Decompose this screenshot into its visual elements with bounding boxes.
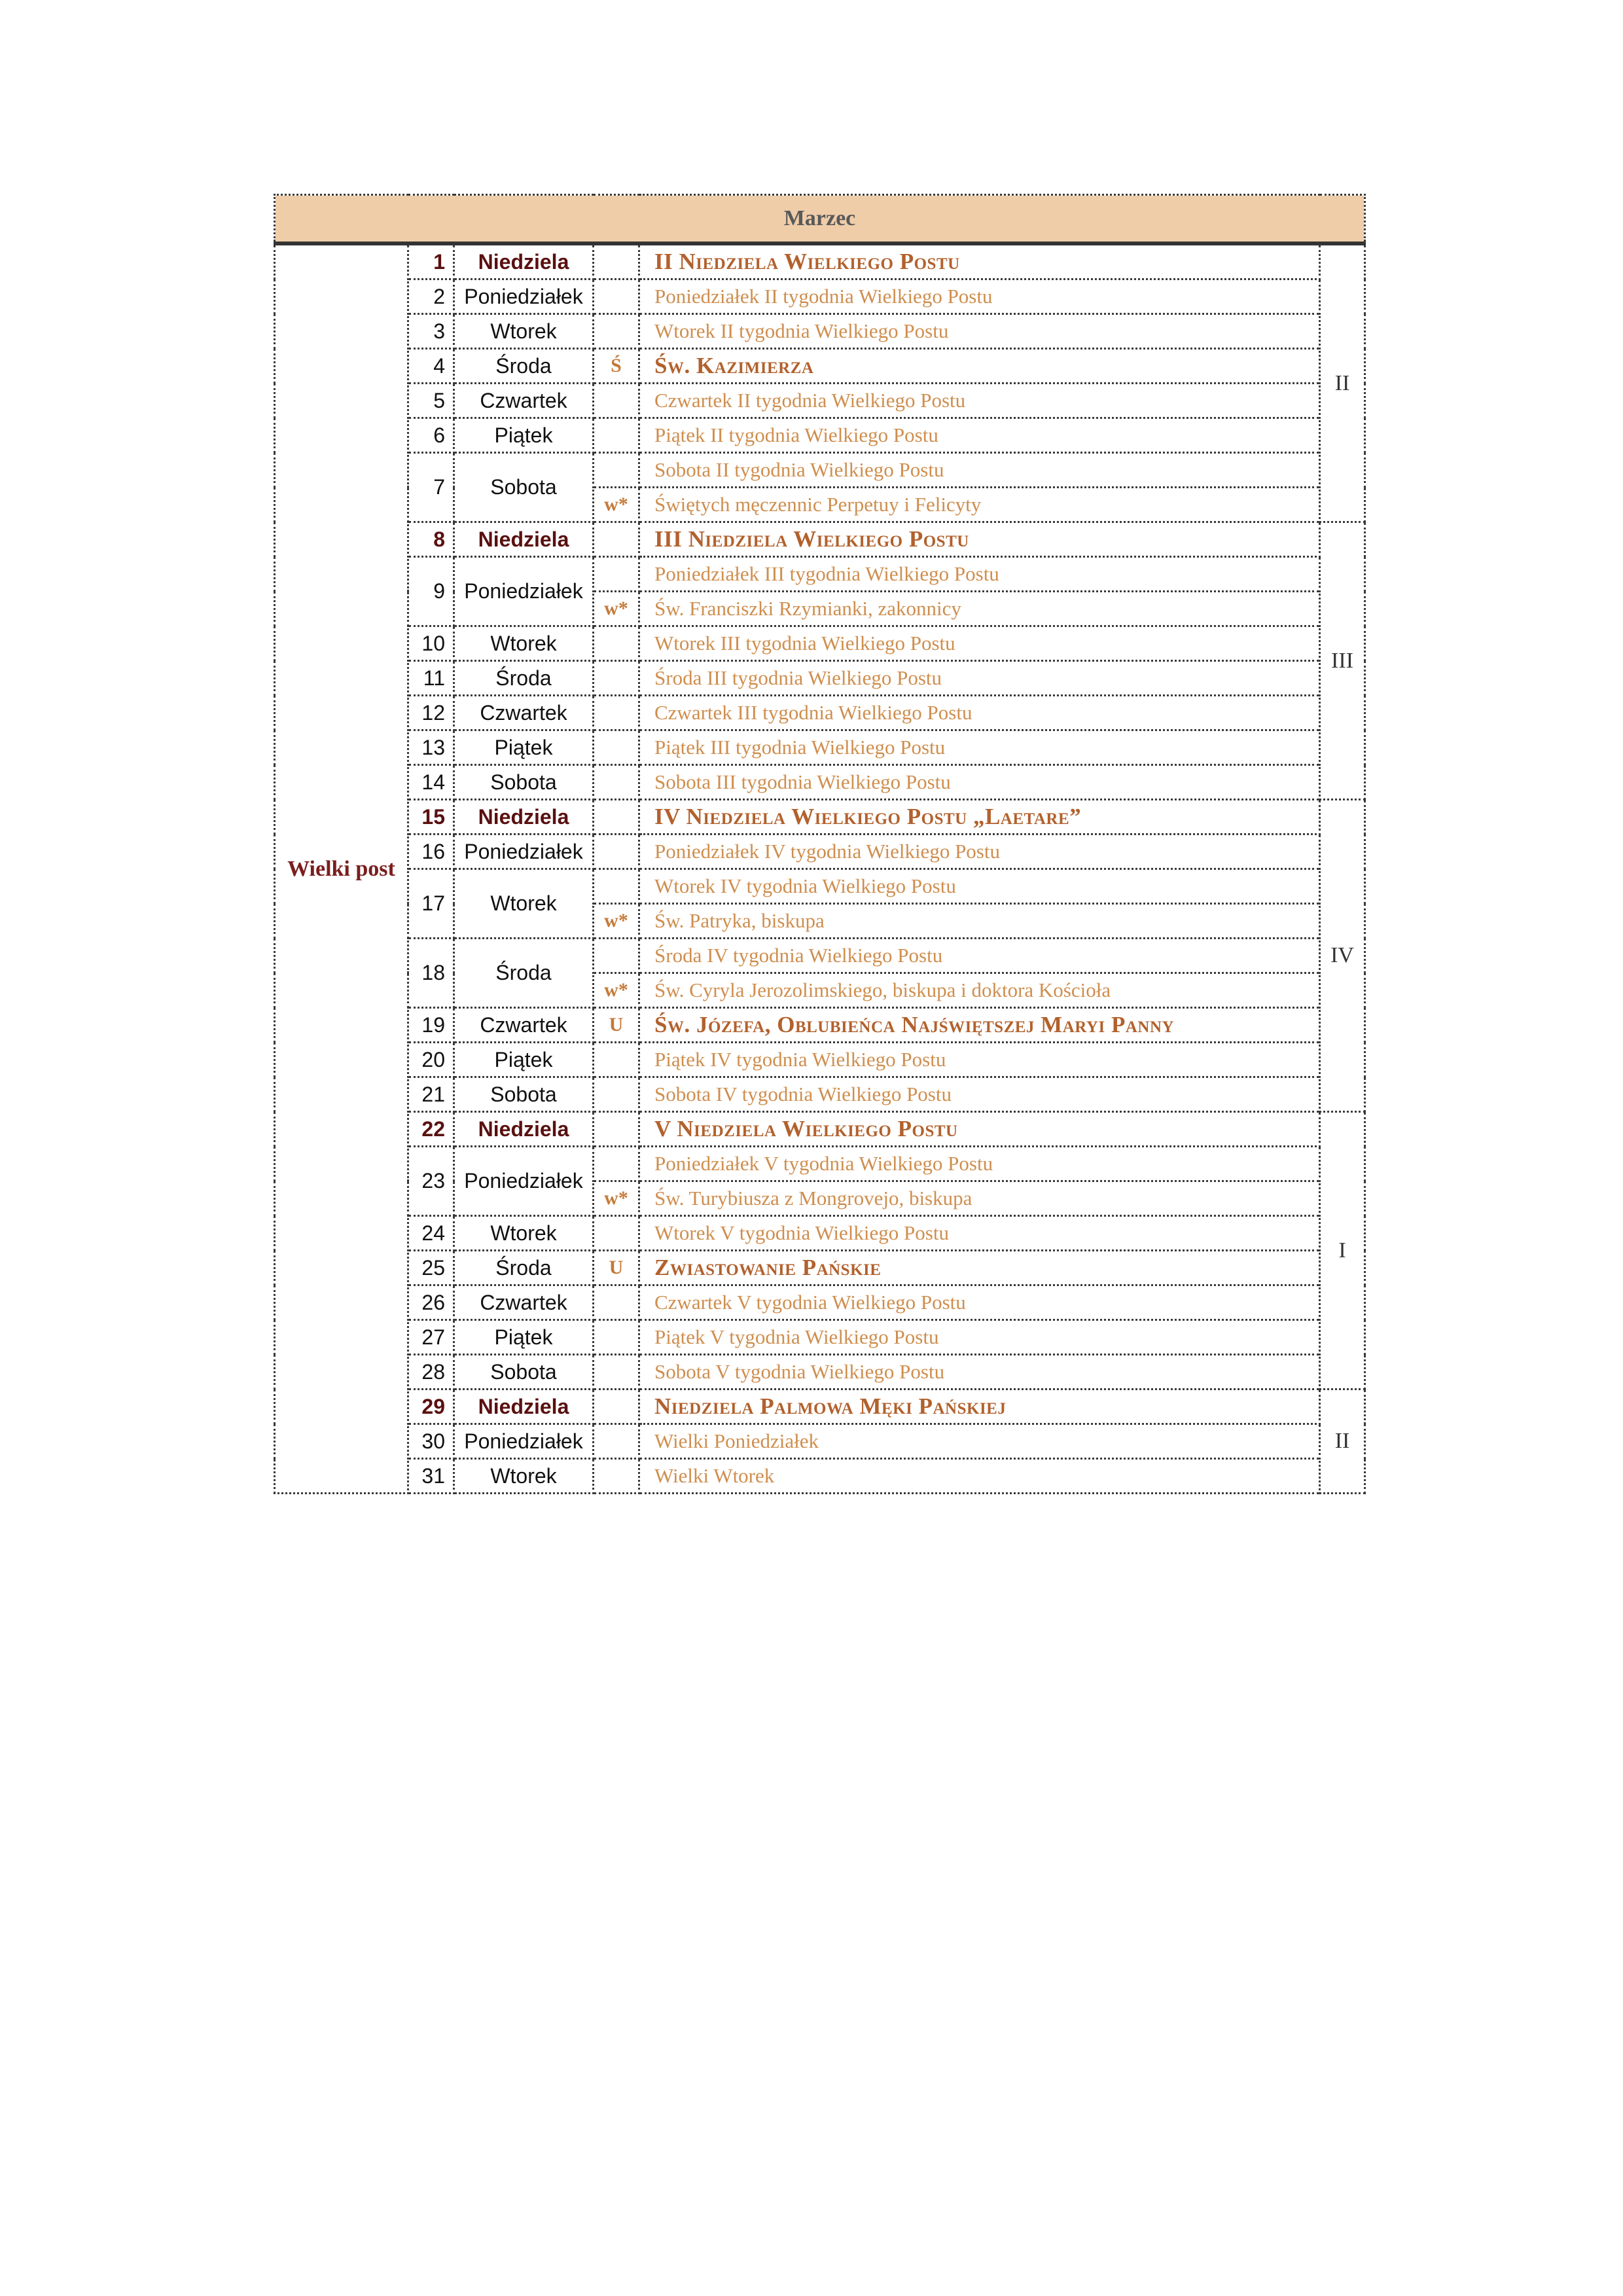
day-number: 22 xyxy=(408,1112,454,1147)
day-number: 5 xyxy=(408,384,454,418)
celebration-name: Sobota III tygodnia Wielkiego Postu xyxy=(639,765,1320,800)
day-number: 31 xyxy=(408,1459,454,1494)
table-row xyxy=(275,1008,1365,1043)
weekday-name: Wtorek xyxy=(454,314,594,349)
celebration-name: Poniedziałek V tygodnia Wielkiego Postu xyxy=(639,1147,1320,1181)
celebration-name: Poniedziałek IV tygodnia Wielkiego Postu xyxy=(639,834,1320,869)
day-number: 14 xyxy=(408,765,454,800)
psalter-week: III xyxy=(1320,522,1365,800)
weekday-name: Niedziela xyxy=(454,800,594,834)
rank-code: Ś xyxy=(594,349,639,384)
rank-code xyxy=(594,418,639,453)
celebration-name: II Niedziela Wielkiego Postu xyxy=(639,243,1320,279)
rank-code xyxy=(594,522,639,557)
table-row xyxy=(275,800,1365,834)
rank-code xyxy=(594,800,639,834)
table-row xyxy=(275,1043,1365,1077)
weekday-name: Czwartek xyxy=(454,384,594,418)
rank-code xyxy=(594,314,639,349)
season-label: Wielki post xyxy=(275,243,408,1494)
celebration-name: III Niedziela Wielkiego Postu xyxy=(639,522,1320,557)
rank-code: w* xyxy=(594,973,639,1008)
table-row xyxy=(275,1077,1365,1112)
table-row xyxy=(275,1459,1365,1494)
table-row xyxy=(275,1285,1365,1320)
rank-code xyxy=(594,626,639,661)
rank-code xyxy=(594,661,639,696)
rank-code xyxy=(594,384,639,418)
rank-code xyxy=(594,1077,639,1112)
table-row xyxy=(275,522,1365,557)
day-number: 6 xyxy=(408,418,454,453)
rank-code xyxy=(594,730,639,765)
celebration-name: Św. Turybiusza z Mongrovejo, biskupa xyxy=(639,1181,1320,1216)
day-number: 13 xyxy=(408,730,454,765)
rank-code xyxy=(594,1424,639,1459)
psalter-week: IV xyxy=(1320,800,1365,1112)
month-header-row xyxy=(275,195,1365,244)
celebration-name: Sobota IV tygodnia Wielkiego Postu xyxy=(639,1077,1320,1112)
celebration-name: Wtorek IV tygodnia Wielkiego Postu xyxy=(639,869,1320,904)
rank-code: U xyxy=(594,1251,639,1285)
rank-code xyxy=(594,939,639,973)
rank-code xyxy=(594,1112,639,1147)
celebration-name: Świętych męczennic Perpetuy i Felicyty xyxy=(639,488,1320,522)
weekday-name: Czwartek xyxy=(454,1285,594,1320)
weekday-name: Piątek xyxy=(454,1043,594,1077)
weekday-name: Poniedziałek xyxy=(454,557,594,626)
weekday-name: Środa xyxy=(454,661,594,696)
day-number: 17 xyxy=(408,869,454,939)
table-row xyxy=(275,939,1365,973)
celebration-name: Poniedziałek III tygodnia Wielkiego Postu xyxy=(639,557,1320,592)
day-number: 2 xyxy=(408,279,454,314)
weekday-name: Środa xyxy=(454,349,594,384)
table-row xyxy=(275,1390,1365,1424)
psalter-week: I xyxy=(1320,1112,1365,1390)
celebration-name: Św. Kazimierza xyxy=(639,349,1320,384)
table-row xyxy=(275,243,1365,279)
rank-code xyxy=(594,1216,639,1251)
table-row xyxy=(275,1216,1365,1251)
day-number: 12 xyxy=(408,696,454,730)
rank-code: w* xyxy=(594,592,639,626)
celebration-name: Św. Patryka, biskupa xyxy=(639,904,1320,939)
day-number: 27 xyxy=(408,1320,454,1355)
celebration-name: Wielki Poniedziałek xyxy=(639,1424,1320,1459)
celebration-name: V Niedziela Wielkiego Postu xyxy=(639,1112,1320,1147)
table-row xyxy=(275,314,1365,349)
celebration-name: Św. Franciszki Rzymianki, zakonnicy xyxy=(639,592,1320,626)
weekday-name: Niedziela xyxy=(454,522,594,557)
day-number: 3 xyxy=(408,314,454,349)
table-row xyxy=(275,661,1365,696)
rank-code xyxy=(594,1043,639,1077)
month-title: Marzec xyxy=(275,195,1365,244)
rank-code xyxy=(594,279,639,314)
rank-code: w* xyxy=(594,488,639,522)
rank-code xyxy=(594,869,639,904)
table-row xyxy=(275,696,1365,730)
table-row xyxy=(275,279,1365,314)
celebration-name: Piątek IV tygodnia Wielkiego Postu xyxy=(639,1043,1320,1077)
rank-code xyxy=(594,243,639,279)
day-number: 16 xyxy=(408,834,454,869)
celebration-name: Wielki Wtorek xyxy=(639,1459,1320,1494)
celebration-name: Czwartek III tygodnia Wielkiego Postu xyxy=(639,696,1320,730)
psalter-week: II xyxy=(1320,243,1365,522)
table-row xyxy=(275,730,1365,765)
celebration-name: Środa III tygodnia Wielkiego Postu xyxy=(639,661,1320,696)
weekday-name: Środa xyxy=(454,939,594,1008)
table-row xyxy=(275,1251,1365,1285)
table-row xyxy=(275,626,1365,661)
celebration-name: Św. Józefa, Oblubieńca Najświętszej Maryi Panny xyxy=(639,1008,1320,1043)
rank-code xyxy=(594,1147,639,1181)
weekday-name: Poniedziałek xyxy=(454,1147,594,1216)
day-number: 1 xyxy=(408,243,454,279)
weekday-name: Wtorek xyxy=(454,1216,594,1251)
day-number: 4 xyxy=(408,349,454,384)
weekday-name: Wtorek xyxy=(454,869,594,939)
day-number: 26 xyxy=(408,1285,454,1320)
rank-code xyxy=(594,557,639,592)
weekday-name: Wtorek xyxy=(454,626,594,661)
celebration-name: Czwartek II tygodnia Wielkiego Postu xyxy=(639,384,1320,418)
rank-code: w* xyxy=(594,1181,639,1216)
rank-code xyxy=(594,1320,639,1355)
weekday-name: Niedziela xyxy=(454,243,594,279)
rank-code xyxy=(594,1355,639,1390)
weekday-name: Sobota xyxy=(454,453,594,522)
weekday-name: Piątek xyxy=(454,1320,594,1355)
table-row xyxy=(275,1424,1365,1459)
weekday-name: Czwartek xyxy=(454,696,594,730)
table-row xyxy=(275,834,1365,869)
celebration-name: Zwiastowanie Pańskie xyxy=(639,1251,1320,1285)
celebration-name: Wtorek III tygodnia Wielkiego Postu xyxy=(639,626,1320,661)
table-row xyxy=(275,1320,1365,1355)
celebration-name: Czwartek V tygodnia Wielkiego Postu xyxy=(639,1285,1320,1320)
celebration-name: Piątek III tygodnia Wielkiego Postu xyxy=(639,730,1320,765)
day-number: 8 xyxy=(408,522,454,557)
weekday-name: Sobota xyxy=(454,1355,594,1390)
table-row xyxy=(275,765,1365,800)
celebration-name: Poniedziałek II tygodnia Wielkiego Postu xyxy=(639,279,1320,314)
psalter-week: II xyxy=(1320,1390,1365,1494)
day-number: 24 xyxy=(408,1216,454,1251)
celebration-name: Wtorek V tygodnia Wielkiego Postu xyxy=(639,1216,1320,1251)
day-number: 25 xyxy=(408,1251,454,1285)
weekday-name: Sobota xyxy=(454,765,594,800)
rank-code xyxy=(594,1285,639,1320)
day-number: 11 xyxy=(408,661,454,696)
day-number: 20 xyxy=(408,1043,454,1077)
table-row xyxy=(275,418,1365,453)
celebration-name: Sobota V tygodnia Wielkiego Postu xyxy=(639,1355,1320,1390)
day-number: 29 xyxy=(408,1390,454,1424)
table-row xyxy=(275,349,1365,384)
weekday-name: Poniedziałek xyxy=(454,834,594,869)
calendar-table xyxy=(274,194,1366,1494)
table-row xyxy=(275,1112,1365,1147)
day-number: 15 xyxy=(408,800,454,834)
weekday-name: Poniedziałek xyxy=(454,279,594,314)
rank-code xyxy=(594,765,639,800)
table-row xyxy=(275,557,1365,592)
weekday-name: Poniedziałek xyxy=(454,1424,594,1459)
table-row xyxy=(275,869,1365,904)
table-row xyxy=(275,384,1365,418)
table-row xyxy=(275,1147,1365,1181)
weekday-name: Niedziela xyxy=(454,1112,594,1147)
day-number: 18 xyxy=(408,939,454,1008)
day-number: 30 xyxy=(408,1424,454,1459)
table-row xyxy=(275,1355,1365,1390)
celebration-name: Piątek V tygodnia Wielkiego Postu xyxy=(639,1320,1320,1355)
rank-code: U xyxy=(594,1008,639,1043)
celebration-name: Środa IV tygodnia Wielkiego Postu xyxy=(639,939,1320,973)
weekday-name: Sobota xyxy=(454,1077,594,1112)
weekday-name: Wtorek xyxy=(454,1459,594,1494)
rank-code xyxy=(594,696,639,730)
rank-code xyxy=(594,834,639,869)
weekday-name: Niedziela xyxy=(454,1390,594,1424)
weekday-name: Czwartek xyxy=(454,1008,594,1043)
day-number: 23 xyxy=(408,1147,454,1216)
day-number: 10 xyxy=(408,626,454,661)
rank-code xyxy=(594,453,639,488)
day-number: 21 xyxy=(408,1077,454,1112)
rank-code xyxy=(594,1390,639,1424)
day-number: 28 xyxy=(408,1355,454,1390)
day-number: 19 xyxy=(408,1008,454,1043)
table-row xyxy=(275,453,1365,488)
celebration-name: Wtorek II tygodnia Wielkiego Postu xyxy=(639,314,1320,349)
celebration-name: Św. Cyryla Jerozolimskiego, biskupa i doktora Kościoła xyxy=(639,973,1320,1008)
day-number: 9 xyxy=(408,557,454,626)
weekday-name: Piątek xyxy=(454,418,594,453)
rank-code: w* xyxy=(594,904,639,939)
rank-code xyxy=(594,1459,639,1494)
weekday-name: Środa xyxy=(454,1251,594,1285)
day-number: 7 xyxy=(408,453,454,522)
celebration-name: Niedziela Palmowa Męki Pańskiej xyxy=(639,1390,1320,1424)
celebration-name: Sobota II tygodnia Wielkiego Postu xyxy=(639,453,1320,488)
celebration-name: IV Niedziela Wielkiego Postu „Laetare” xyxy=(639,800,1320,834)
weekday-name: Piątek xyxy=(454,730,594,765)
celebration-name: Piątek II tygodnia Wielkiego Postu xyxy=(639,418,1320,453)
